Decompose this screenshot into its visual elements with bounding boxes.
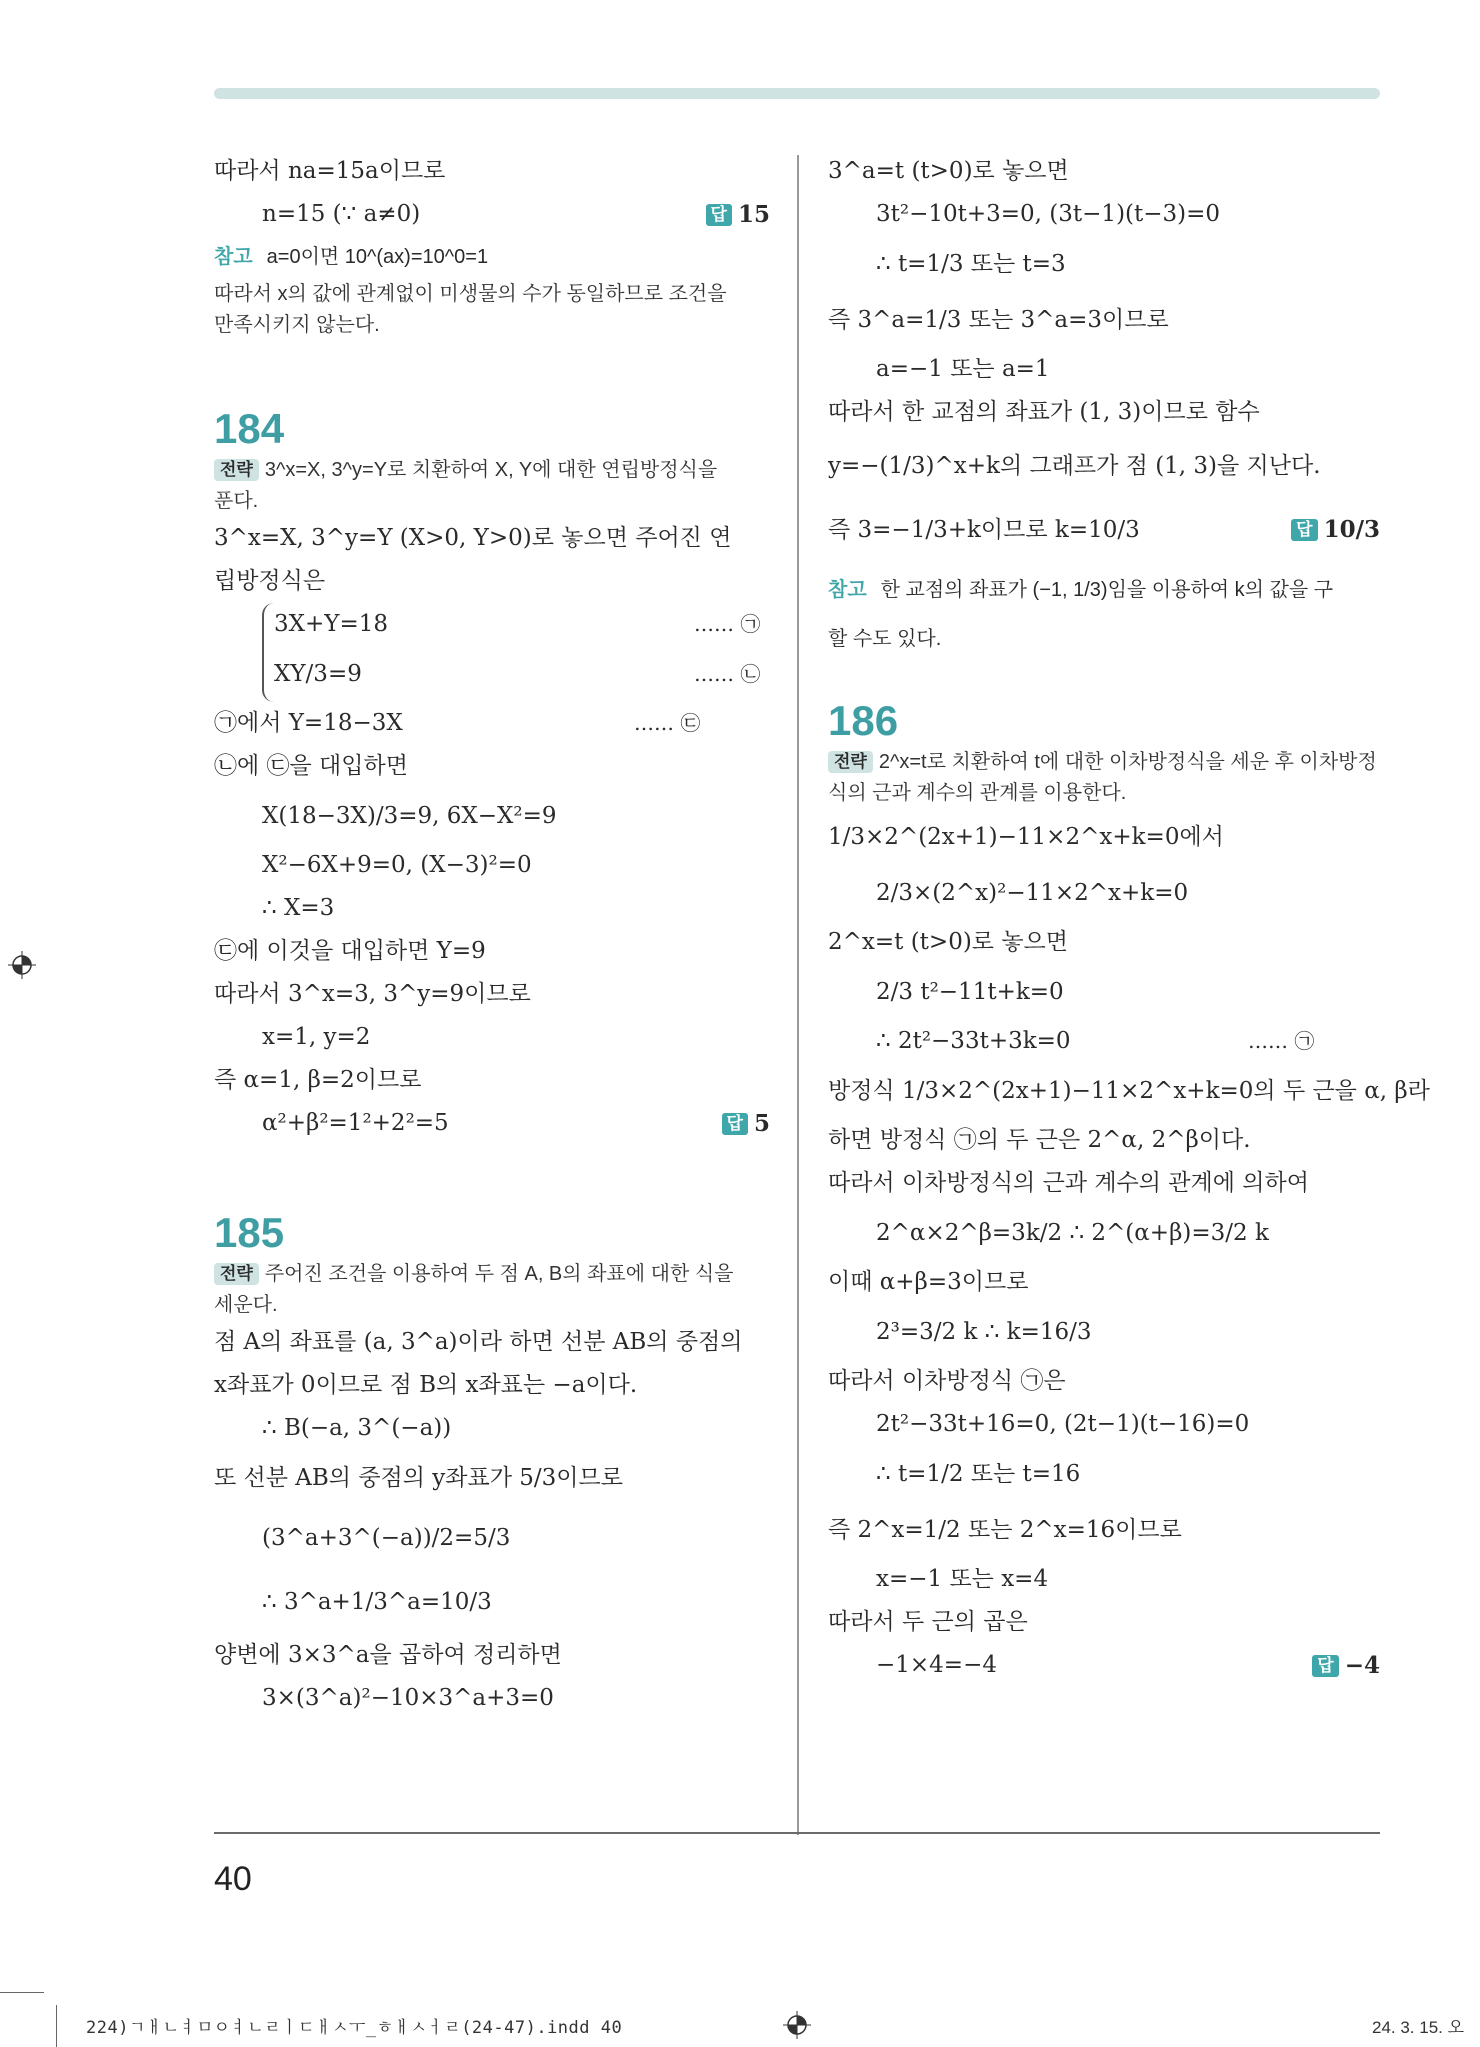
note-text: 한 교점의 좌표가 (−1, 1/3)임을 이용하여 k의 값을 구 bbox=[880, 579, 1334, 601]
equation: 2³=3/2 k ∴ k=16/3 bbox=[876, 1319, 1092, 1345]
equation: x=−1 또는 x=4 bbox=[876, 1566, 1049, 1592]
equation: a=−1 또는 a=1 bbox=[876, 356, 1050, 382]
equation: X(18−3X)/3=9, 6X−X²=9 bbox=[262, 803, 557, 829]
text-line: 방정식 1/3×2^(2x+1)−11×2^x+k=0의 두 근을 α, β라 bbox=[828, 1078, 1430, 1104]
equation-text: 즉 3=−1/3+k이므로 k=10/3 bbox=[828, 517, 1140, 543]
text-line: 3^x=X, 3^y=Y (X>0, Y>0)로 놓으면 주어진 연 bbox=[214, 525, 732, 551]
text-line: 따라서 한 교점의 좌표가 (1, 3)이므로 함수 bbox=[828, 399, 1260, 425]
text-line: 또 선분 AB의 중점의 y좌표가 5/3이므로 bbox=[214, 1465, 623, 1491]
equation bbox=[828, 1644, 1380, 1687]
equation: x=1, y=2 bbox=[262, 1024, 371, 1050]
note-line bbox=[828, 562, 1380, 618]
answer-value: 10/3 bbox=[1323, 516, 1380, 543]
text-line: 3^a=t (t>0)로 놓으면 bbox=[828, 158, 1069, 184]
footer-date: 24. 3. 15. 오 bbox=[1372, 2018, 1465, 2037]
equation bbox=[274, 646, 770, 702]
strategy-text: 2^x=t로 치환하여 t에 대한 이차방정식을 세운 후 이차방정 bbox=[878, 751, 1377, 773]
text-line bbox=[214, 702, 770, 745]
text-line: 점 A의 좌표를 (a, 3^a)이라 하면 선분 AB의 중점의 bbox=[214, 1329, 743, 1355]
text-line: 따라서 두 근의 곱은 bbox=[828, 1609, 1028, 1635]
text-line: 즉 α=1, β=2이므로 bbox=[214, 1067, 422, 1093]
text-line: 하면 방정식 ㉠의 두 근은 2^α, 2^β이다. bbox=[828, 1127, 1251, 1153]
strategy-line bbox=[214, 1259, 770, 1290]
equation: ∴ 3^a+1/3^a=10/3 bbox=[262, 1589, 492, 1615]
registration-mark-icon bbox=[8, 951, 36, 979]
equation: ∴ t=1/3 또는 t=3 bbox=[876, 251, 1066, 277]
problem-number: 184 bbox=[214, 405, 285, 452]
equation: 3t²−10t+3=0, (3t−1)(t−3)=0 bbox=[876, 201, 1221, 227]
answer bbox=[706, 193, 770, 236]
equation: (3^a+3^(−a))/2=5/3 bbox=[262, 1525, 511, 1551]
problem-number: 185 bbox=[214, 1209, 285, 1256]
crop-mark bbox=[0, 1992, 44, 1993]
system-of-equations bbox=[262, 603, 770, 702]
equation: 2t²−33t+16=0, (2t−1)(t−16)=0 bbox=[876, 1411, 1250, 1437]
problem-number: 186 bbox=[828, 697, 899, 744]
text-line: y=−(1/3)^x+k의 그래프가 점 (1, 3)을 지난다. bbox=[828, 453, 1321, 479]
answer-value: −4 bbox=[1344, 1652, 1380, 1679]
footer-filename: 224)ㄱㅐㄴㅕㅁㅇㅕㄴㄹㅣㄷㅐㅅㅜ_ㅎㅐㅅㅓㄹ(24-47).indd 40 bbox=[86, 2018, 623, 2038]
equation-text: 3X+Y=18 bbox=[274, 611, 389, 637]
text-line: 즉 3^a=1/3 또는 3^a=3이므로 bbox=[828, 307, 1169, 333]
text-line: 따라서 na=15a이므로 bbox=[214, 158, 446, 184]
marker-3: …… ㉢ bbox=[634, 711, 701, 735]
strategy-line: 세운다. bbox=[214, 1294, 278, 1316]
answer-value: 15 bbox=[737, 201, 770, 228]
equation bbox=[828, 1020, 1380, 1063]
equation: 1/3×2^(2x+1)−11×2^x+k=0에서 bbox=[828, 824, 1224, 850]
strategy-label: 전략 bbox=[214, 1263, 259, 1285]
note-line bbox=[214, 236, 770, 279]
text-line: 2^x=t (t>0)로 놓으면 bbox=[828, 929, 1068, 955]
text-line: 따라서 이차방정식 ㉠은 bbox=[828, 1368, 1066, 1394]
text-line: ㉢에 이것을 대입하면 Y=9 bbox=[214, 938, 486, 964]
text-line: 양변에 3×3^a을 곱하여 정리하면 bbox=[214, 1642, 562, 1668]
equation-text: XY/3=9 bbox=[274, 661, 362, 687]
answer-label: 답 bbox=[722, 1113, 748, 1135]
note-label: 참고 bbox=[828, 579, 867, 601]
answer-value: 5 bbox=[753, 1110, 770, 1137]
text-line: x좌표가 0이므로 점 B의 x좌표는 −a이다. bbox=[214, 1372, 638, 1398]
text-line: ㉡에 ㉢을 대입하면 bbox=[214, 753, 408, 779]
equation: 3×(3^a)²−10×3^a+3=0 bbox=[262, 1685, 554, 1711]
equation: 2^α×2^β=3k/2 ∴ 2^(α+β)=3/2 k bbox=[876, 1220, 1269, 1246]
strategy-label: 전략 bbox=[828, 751, 873, 773]
strategy-text: 주어진 조건을 이용하여 두 점 A, B의 좌표에 대한 식을 bbox=[264, 1263, 734, 1285]
note-text: a=0이면 10^(ax)=10^0=1 bbox=[266, 246, 489, 268]
equation: ∴ X=3 bbox=[262, 895, 335, 921]
crop-mark bbox=[56, 2005, 57, 2047]
page-number: 40 bbox=[214, 1860, 252, 1898]
note-label: 참고 bbox=[214, 246, 253, 268]
equation: ∴ t=1/2 또는 t=16 bbox=[876, 1461, 1081, 1487]
equation-text: ㉠에서 Y=18−3X bbox=[214, 710, 403, 736]
answer bbox=[722, 1102, 770, 1145]
text-line: 립방정식은 bbox=[214, 568, 326, 594]
registration-mark-icon bbox=[783, 2011, 811, 2039]
equation: 2/3 t²−11t+k=0 bbox=[876, 979, 1064, 1005]
marker-1: …… ㉠ bbox=[1248, 1029, 1315, 1053]
text-line: 따라서 이차방정식의 근과 계수의 관계에 의하여 bbox=[828, 1170, 1309, 1196]
text-line: 따라서 x의 값에 관계없이 미생물의 수가 동일하므로 조건을 bbox=[214, 283, 727, 305]
answer-label: 답 bbox=[706, 204, 732, 226]
answer bbox=[1291, 498, 1380, 562]
answer-label: 답 bbox=[1312, 1655, 1338, 1677]
equation: 2/3×(2^x)²−11×2^x+k=0 bbox=[876, 880, 1189, 906]
text-line bbox=[214, 193, 770, 236]
equation-text: α²+β²=1²+2²=5 bbox=[262, 1110, 449, 1136]
column-divider bbox=[797, 155, 799, 1835]
marker-2: …… ㉡ bbox=[694, 662, 761, 686]
strategy-line bbox=[214, 455, 770, 486]
equation-text: ∴ 2t²−33t+3k=0 bbox=[876, 1028, 1071, 1054]
strategy-text: 3^x=X, 3^y=Y로 치환하여 X, Y에 대한 연립방정식을 bbox=[264, 459, 718, 481]
right-column bbox=[828, 150, 1430, 1687]
text-line: 이때 α+β=3이므로 bbox=[828, 1269, 1029, 1295]
left-column bbox=[214, 150, 770, 1720]
equation bbox=[274, 603, 770, 646]
equation bbox=[214, 1102, 770, 1145]
equation: n=15 (∵ a≠0) bbox=[262, 201, 421, 227]
answer-label: 답 bbox=[1291, 519, 1317, 541]
note-line: 할 수도 있다. bbox=[828, 628, 942, 650]
answer bbox=[1312, 1644, 1380, 1687]
strategy-line: 푼다. bbox=[214, 490, 259, 512]
marker-1: …… ㉠ bbox=[694, 612, 761, 636]
text-line: 즉 2^x=1/2 또는 2^x=16이므로 bbox=[828, 1517, 1182, 1543]
equation: ∴ B(−a, 3^(−a)) bbox=[262, 1415, 452, 1441]
equation bbox=[828, 498, 1380, 562]
strategy-line: 식의 근과 계수의 관계를 이용한다. bbox=[828, 782, 1127, 804]
strategy-label: 전략 bbox=[214, 459, 259, 481]
strategy-line bbox=[828, 747, 1380, 778]
text-line: 따라서 3^x=3, 3^y=9이므로 bbox=[214, 981, 531, 1007]
header-bar bbox=[214, 88, 1380, 99]
equation: X²−6X+9=0, (X−3)²=0 bbox=[262, 852, 532, 878]
text-line: 만족시키지 않는다. bbox=[214, 314, 380, 336]
equation-text: −1×4=−4 bbox=[876, 1652, 997, 1678]
bottom-rule bbox=[214, 1832, 1380, 1834]
